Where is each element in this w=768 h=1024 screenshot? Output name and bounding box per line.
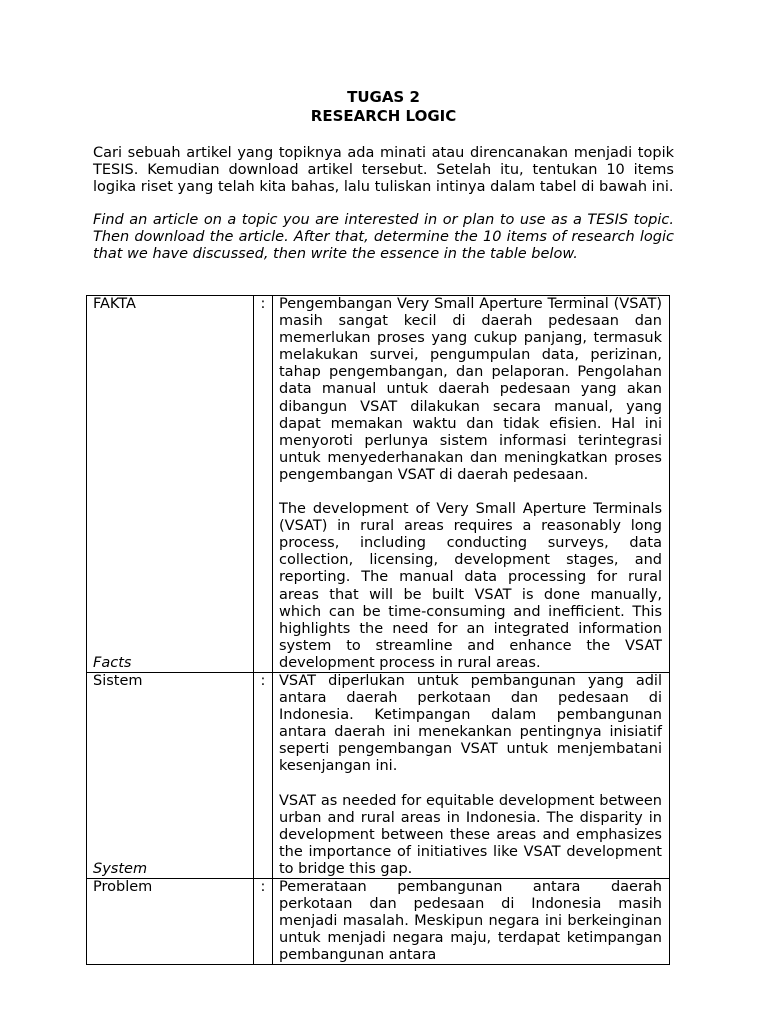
label-cell: [87, 296, 254, 673]
content-english: The development of Very Small Aperture Terminals (VSAT) in rural areas requires a reasonably long process, including conducting surveys, data collection, licensing, development stages, and reporting. The manual data processing for rural areas that will be built VSAT is done manually, which can be time-consuming and inefficient. This highlights the need for an integrated information system to streamline and enhance the VSAT development process in rural areas.: [279, 501, 662, 671]
content-cell: [273, 879, 670, 965]
content-indonesian: Pengembangan Very Small Aperture Terminal (VSAT) masih sangat kecil di daerah pedesaan dan memerlukan proses yang cukup panjang, termasuk melakukan survei, pengumpulan data, perizinan, tahap pengembangan, dan pelaporan. Pengolahan data manual untuk daerah pedesaan yang akan dibangun VSAT dilakukan secara manual, yang dapat memakan waktu dan tidak efisien. Hal ini menyoroti perlunya sistem informasi terintegrasi untuk menyederhanakan dan meningkatkan proses pengembangan VSAT di daerah pedesaan.: [279, 296, 662, 483]
table-row-problem: [87, 879, 670, 965]
row-label-english: System: [93, 860, 148, 877]
content-english: VSAT as needed for equitable development between urban and rural areas in Indonesia. The disparity in development between these areas and emphasizes the importance of initiatives like VSAT development to bridge this gap.: [279, 792, 662, 877]
content-cell: [273, 672, 670, 878]
row-label-english: Facts: [93, 654, 132, 671]
row-label: Sistem: [93, 672, 143, 689]
content-indonesian: Pemerataan pembangunan antara daerah perkotaan dan pedesaan di Indonesia masih menjadi masalah. Meskipun negara ini berkeinginan untuk menjadi negara maju, terdapat ketimpangan pembangunan antara: [279, 879, 662, 964]
title-line-2: RESEARCH LOGIC: [310, 107, 457, 125]
research-logic-table: [86, 295, 670, 965]
colon-cell: :: [254, 672, 273, 878]
table-row-sistem: [87, 672, 670, 878]
colon-cell: :: [254, 879, 273, 965]
content-indonesian: VSAT diperlukan untuk pembangunan yang adil antara daerah perkotaan dan pedesaan di Indonesia. Ketimpangan dalam pembangunan antara daerah ini menekankan pentingnya inisiatif seperti pengembangan VSAT untuk menjembatani kesenjangan ini.: [279, 672, 662, 775]
instructions-indonesian: Cari sebuah artikel yang topiknya ada minati atau direncanakan menjadi topik TESIS. Kemudian download artikel tersebut. Setelah itu, tentukan 10 items logika riset yang telah kita bahas, lalu tuliskan intinya dalam tabel di bawah ini.: [93, 145, 674, 195]
content-cell: [273, 296, 670, 673]
label-cell: [87, 879, 254, 965]
document-page: [93, 88, 674, 263]
table-row-fakta: [87, 296, 670, 673]
label-cell: [87, 672, 254, 878]
instructions-english: Find an article on a topic you are interested in or plan to use as a TESIS topic. Then download the article. After that, determine the 10 items of research logic that we have discussed, then write the essence in the table below.: [93, 212, 674, 262]
title-line-1: TUGAS 2: [347, 88, 420, 106]
row-label: Problem: [93, 879, 153, 895]
colon-cell: :: [254, 296, 273, 673]
document-title: [93, 88, 674, 126]
row-label: FAKTA: [93, 296, 136, 312]
